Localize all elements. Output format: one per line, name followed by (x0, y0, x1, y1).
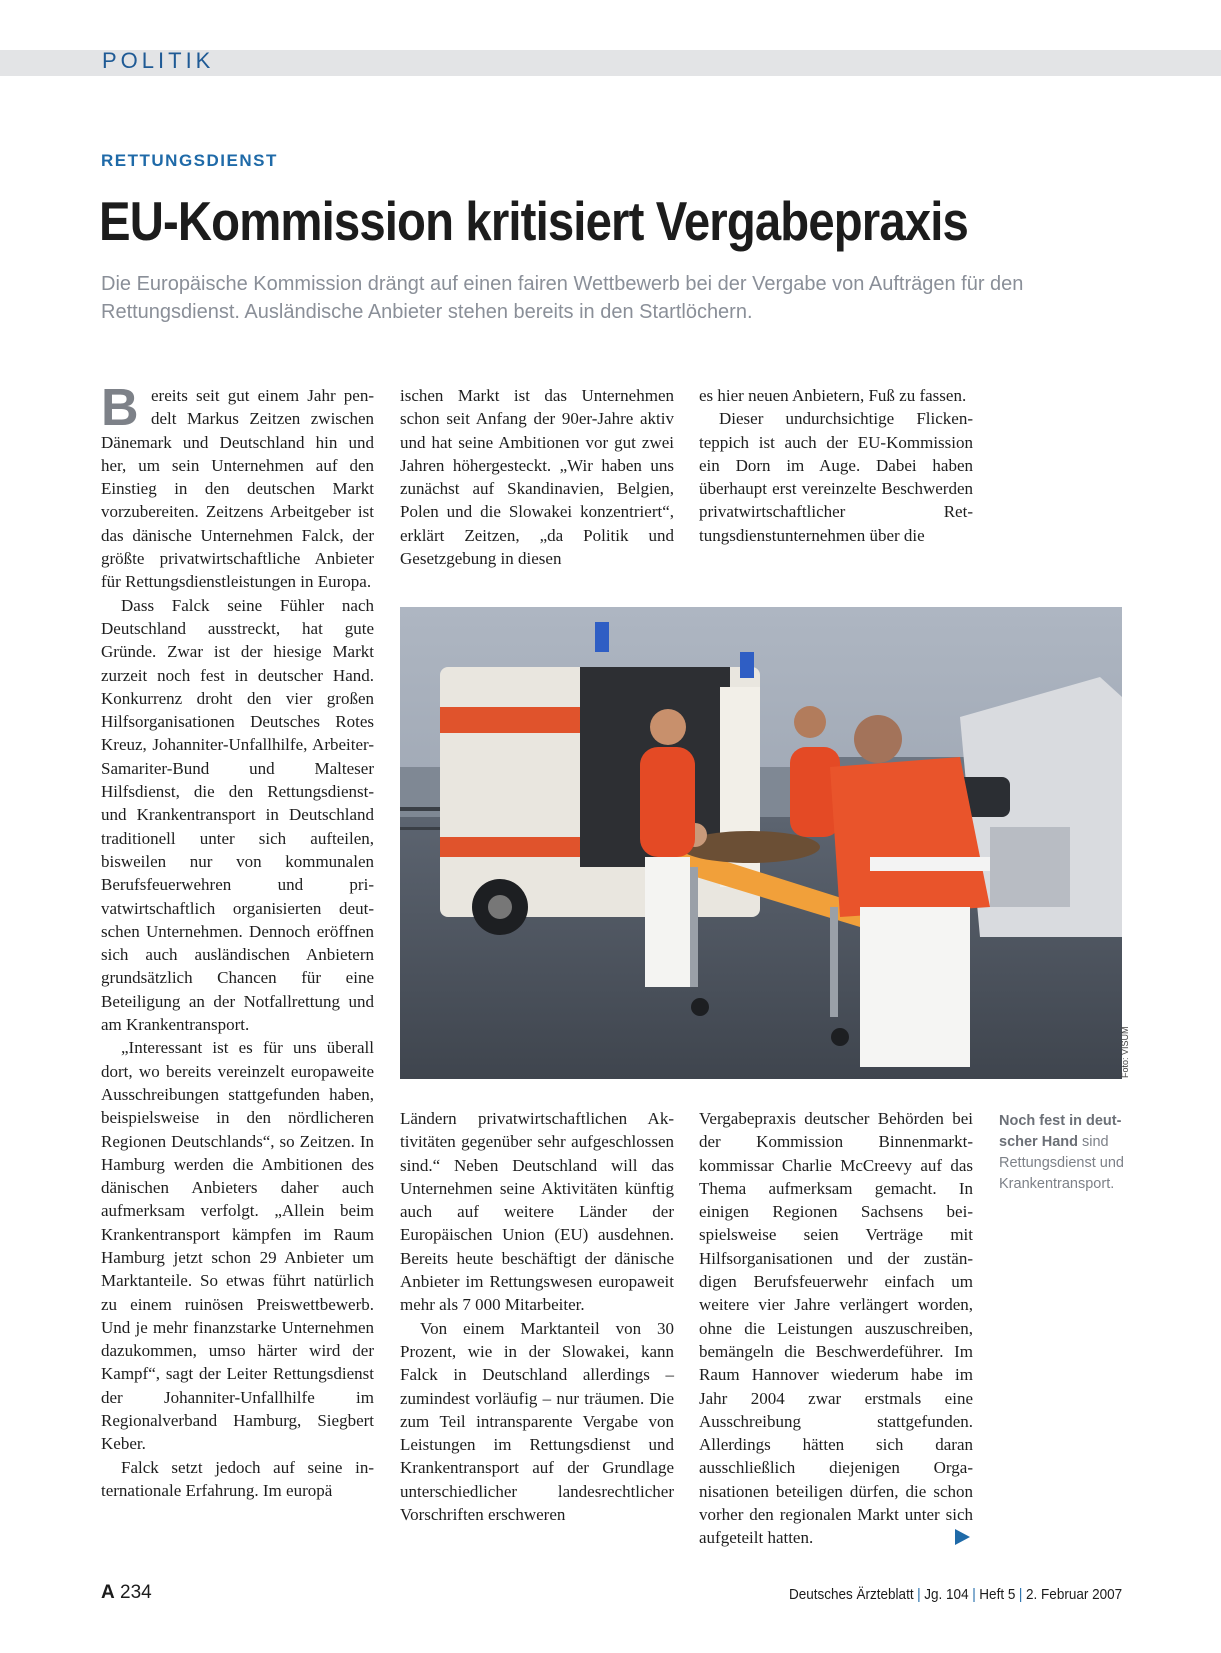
article-headline: EU-Kommission kritisiert Vergabepraxis (99, 190, 968, 252)
paragraph (101, 379, 374, 594)
paragraph: es hier neuen Anbietern, Fuß zu fassen. (699, 386, 967, 405)
paragraph: „Interessant ist es für uns überall dort, wo bereits vereinzelt europaweite Ausschreibungen stattgefunden haben, beispielsweise in den nördlicheren Regionen Deutschlands“, so Zeitzen. In Hamburg werden die Ambitionen des dänischen Anbieters daher auch aufmerksam verfolgt. „Allein beim Krankentransport kämpfen im Raum Hamburg jetzt schon 29 Anbieter um Marktanteile. So etwas führt natürlich zu einem ruinösen Preiswettbewerb. Und je mehr finanzstarke Unternehmen dazukommen, umso härter wird der Kampf“, sagt der Leiter Rettungsdienst der Johanniter-Unfallhilfe im Regionalverband Hamburg, Siegbert Keber. (101, 1038, 374, 1454)
page-prefix: A (101, 1582, 115, 1603)
paragraph: Ländern privatwirtschaftlichen Aktivitäten gegenüber sehr aufgeschlossen sind.“ Neben Deutschland will das Unternehmen seine Aktivitäten künftig auch auf weitere Länder der Europäischen Union (EU) ausdehnen. Bereits heute beschäftigt der dänische Anbieter im Rettungswesen europaweit mehr als 7 000 Mitarbeiter. (400, 1109, 674, 1315)
article-lead: Die Europäische Kommission drängt auf einen fairen Wettbewerb bei der Vergabe von Aufträgen für den Rettungsdienst. Ausländische Anbieter stehen bereits in den Startlöchern. (101, 273, 1024, 323)
footer-separator: | (1018, 1586, 1023, 1603)
paragraph-text: ereits seit gut einem Jahr pendelt Markus Zeitzen zwischen Dänemark und Deutschland hin und her, um sein Unternehmen auf den Einstieg in den deutschen Markt vorzubereiten. Zeitzens Arbeitgeber ist das dänische Unternehmen Falck, der größte privatwirtschaftliche Anbieter für Rettungsdienstleistungen in Europa. (101, 386, 374, 592)
page-number (101, 1582, 152, 1604)
caption-bold: Noch fest in deutscher Hand (999, 1113, 1122, 1150)
photo-credit: Foto: VISUM (1120, 1026, 1130, 1078)
article-column-3-top (699, 384, 973, 547)
journal-name: Deutsches Ärzteblatt (788, 1586, 914, 1603)
journal-issue: Heft 5 (979, 1586, 1016, 1603)
dropcap: B (101, 379, 139, 437)
paragraph: Falck setzt jedoch auf seine internationale Erfahrung. Im europä (101, 1457, 374, 1500)
ambulance-scene-image (400, 607, 1122, 1079)
paragraph: Vergabepraxis deutscher Behörden bei der Kommission Binnenmarktkommissar Charlie McCreevy auf das Thema aufmerksam gemacht. In einigen Regionen Sachsens beispielsweise seien Verträge mit Hilfsorganisationen und der zuständigen Berufsfeuerwehr einfach um weitere vier Jahre verlängert worden, ohne die Leistungen auszuschreiben, bemängeln die Beschwerdeführer. Im Raum Hannover wiederum habe im Jahr 2004 zwar erstmals eine Ausschreibung stattgefunden. Allerdings hätten sich daran ausschließlich diejenigen Organisationen beteiligen dürfen, die schon vorher den regionalen Markt unter sich aufgeteilt hatten. (699, 1109, 973, 1548)
footer-separator: | (917, 1586, 921, 1603)
page-number-value: 234 (120, 1582, 152, 1603)
paragraph: ischen Markt ist das Unternehmen schon seit Anfang der 90er-Jahre aktiv und hat seine Ambitionen vor gut zwei Jahren höhergesteckt. „Wir haben uns zunächst auf Skandinavien, Belgien, Polen und die Slowakei konzentriert“, erklärt Zeitzen, „da Politik und Gesetzgebung in diesen (400, 386, 674, 569)
paragraph: Von einem Marktanteil von 30 Prozent, wie in der Slowakei, kann Falck in Deutschland allerdings – zumindest vorläufig – nur träumen. Die zum Teil intransparente Vergabe von Leistungen im Rettungsdienst und Krankentransport auf der Grundlage unterschiedlicher landesrechtlicher Vorschriften erschweren (400, 1318, 674, 1525)
continue-arrow-icon (955, 1529, 970, 1545)
article-photo (400, 607, 1122, 1079)
article-column-2-top (400, 384, 674, 570)
footer-separator: | (972, 1586, 976, 1603)
page-footer (789, 1586, 1122, 1603)
article-column-2-bottom (400, 1107, 674, 1526)
paragraph: Dass Falck seine Fühler nach Deutschland ausstreckt, hat gute Gründe. Zwar ist der hiesige Markt zurzeit noch fest in deutscher Hand. Konkurrenz droht den vier großen Hilfsorganisationen Deutsches Rotes Kreuz, Johanniter-Unfallhilfe, Arbeiter-Samariter-Bund und Malteser Hilfsdienst, die den Rettungsdienst- und Krankentransport in Deutschland traditionell unter sich aufteilen, bisweilen nur von kommunalen Berufsfeuerwehren und privatwirtschaftlich organisierten deutschen Unternehmen. Dennoch eröffnen sich auch ausländischen Anbietern grundsätzlich Chancen für eine Beteiligung an der Notfallrettung und am Krankentransport. (101, 595, 374, 1035)
caption-text: sind Rettungsdienst und Krankentransport. (999, 1134, 1124, 1192)
paragraph: Dieser undurchsichtige Flickenteppich ist auch der EU-Kommission ein Dorn im Auge. Dabei haben überhaupt erst vereinzelte Beschwerden privatwirtschaftlicher Rettungsdienstunternehmen über die (699, 409, 973, 545)
journal-volume: Jg. 104 (924, 1586, 969, 1603)
issue-date: 2. Februar 2007 (1025, 1586, 1122, 1603)
article-kicker: RETTUNGSDIENST (101, 151, 278, 170)
photo-caption (999, 1111, 1124, 1195)
article-column-1 (101, 379, 374, 1502)
article-column-3-bottom (699, 1107, 973, 1550)
section-label: POLITIK (102, 48, 215, 73)
